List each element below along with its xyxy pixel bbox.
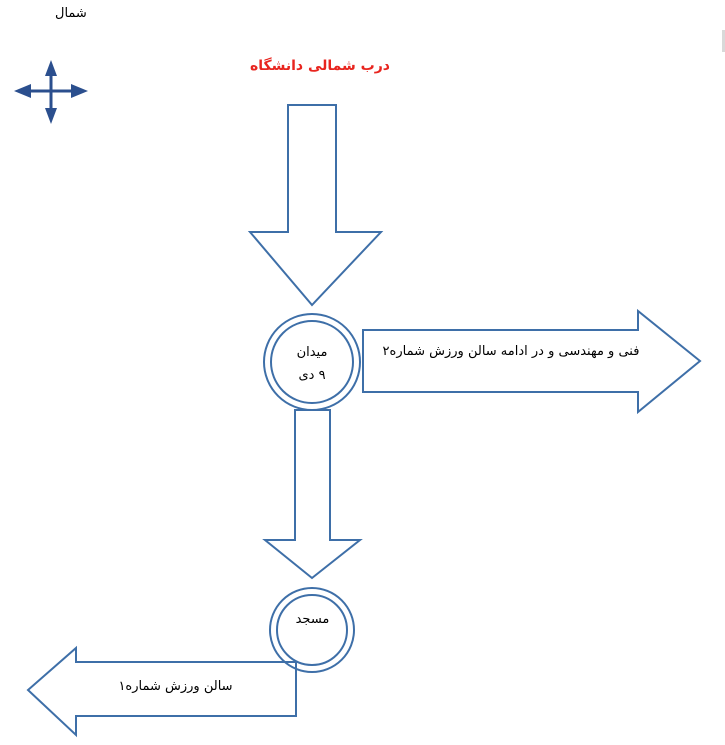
north-label: شمال	[55, 6, 87, 21]
compass-icon	[14, 60, 88, 124]
node-midan-9-dey-icon	[264, 314, 360, 410]
arrow-down-top-icon	[250, 105, 381, 305]
node-masjed-label: مسجد	[295, 612, 330, 627]
diagram-title: درب شمالی دانشگاه	[249, 58, 390, 74]
node-masjed-icon	[270, 588, 354, 672]
node-midan-9-dey-label-line1: میدان	[296, 345, 328, 360]
arrow-right-icon	[363, 311, 700, 412]
arrow-left-label: سالن ورزش شماره۱	[118, 679, 233, 694]
node-midan-9-dey-label-line2: ۹ دی	[298, 368, 326, 383]
arrow-down-middle-icon	[265, 410, 360, 578]
arrow-right-label: فنی و مهندسی و در ادامه سالن ورزش شماره۲	[382, 344, 640, 359]
